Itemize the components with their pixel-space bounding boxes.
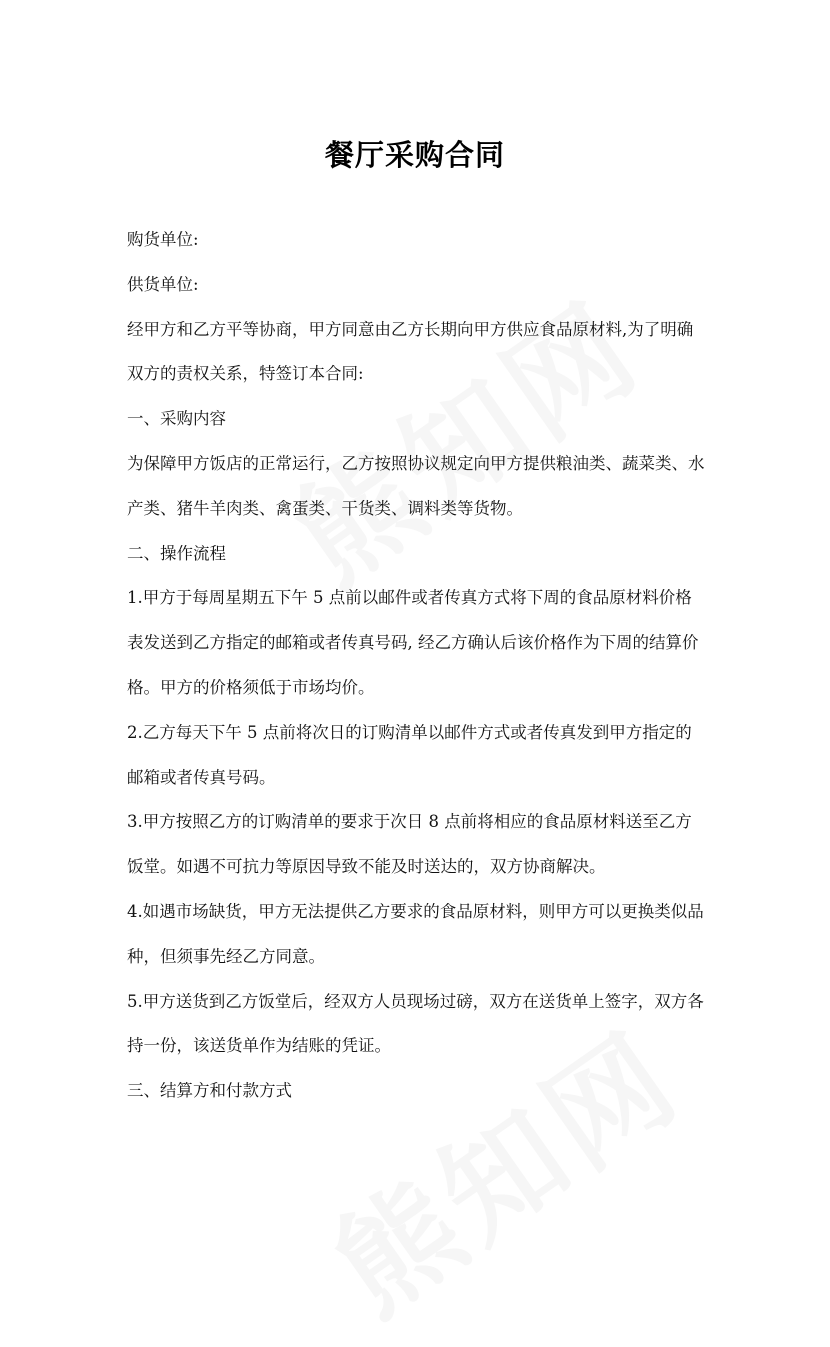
supplier-line: 供货单位: — [127, 274, 199, 294]
section-1-paragraph: 为保障甲方饭店的正常运行，乙方按照协议规定向甲方提供粮油类、蔬菜类、水产类、猪牛羊肉类、禽蛋类、干货类、调料类等货物。 — [127, 453, 705, 518]
clause-4: 4.如遇市场缺货，甲方无法提供乙方要求的食品原材料，则甲方可以更换类似品种，但须事先经乙方同意。 — [127, 901, 704, 966]
clause-1: 1.甲方于每周星期五下午 5 点前以邮件或者传真方式将下周的食品原材料价格表发送到乙方指定的邮箱或者传真号码, 经乙方确认后该价格作为下周的结算价格。甲方的价格须低于市场均价。 — [127, 588, 699, 697]
section-heading-1: 一、采购内容 — [127, 409, 226, 429]
preamble-paragraph: 经甲方和乙方平等协商，甲方同意由乙方长期向甲方供应食品原材料,为了明确双方的责权关系，特签订本合同: — [127, 319, 694, 384]
section-heading-2: 二、操作流程 — [127, 543, 226, 563]
buyer-line: 购货单位: — [127, 230, 199, 249]
clause-5: 5.甲方送货到乙方饭堂后，经双方人员现场过磅，双方在送货单上签字，双方各持一份，该送货单作为结账的凭证。 — [127, 991, 704, 1056]
clause-2: 2.乙方每天下午 5 点前将次日的订购清单以邮件方式或者传真发到甲方指定的邮箱或者传真号码。 — [127, 722, 692, 787]
document-title: 餐厅采购合同 — [324, 138, 505, 173]
clause-3: 3.甲方按照乙方的订购清单的要求于次日 8 点前将相应的食品原材料送至乙方饭堂。如遇不可抗力等原因导致不能及时送达的，双方协商解决。 — [127, 812, 692, 877]
section-heading-3: 三、结算方和付款方式 — [127, 1081, 292, 1101]
document-body — [127, 218, 707, 1114]
